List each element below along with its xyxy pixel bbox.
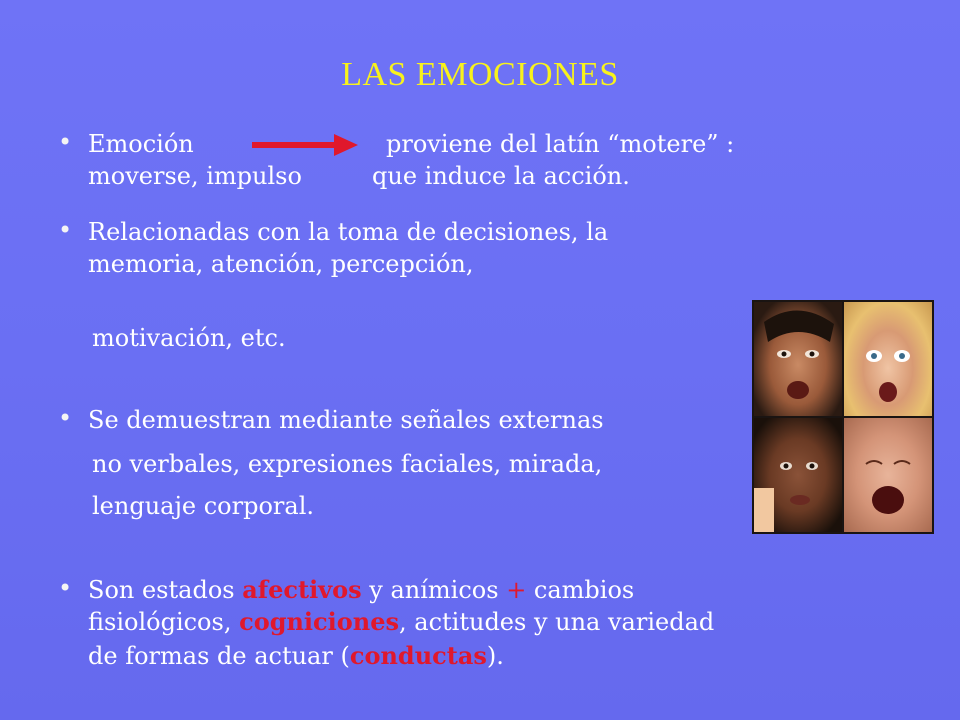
highlight-conductas: conductas — [349, 641, 487, 670]
plus-sign: + — [506, 576, 527, 604]
crying-baby-face — [844, 418, 932, 532]
bullet4-text: fisiológicos, — [88, 608, 240, 636]
red-arrow-icon — [250, 132, 360, 158]
bullet4-text: , actitudes y una variedad — [399, 608, 715, 636]
surprised-woman-face — [844, 302, 932, 416]
bullet4-line2 — [88, 606, 714, 638]
slide-title: LAS EMOCIONES — [341, 56, 619, 93]
emotional-faces-photo — [752, 300, 934, 534]
bullet1-word: Emoción — [88, 130, 194, 158]
bullet4-text: ). — [486, 642, 504, 670]
highlight-afectivos: afectivos — [242, 575, 362, 604]
bullet3-line3: lenguaje corporal. — [92, 492, 314, 520]
bullet4-line1 — [88, 574, 634, 606]
bullet1-rest: proviene del latín “motere” : — [386, 130, 735, 158]
bullet-marker: • — [58, 128, 73, 156]
worried-woman-face — [754, 418, 842, 532]
bullet2-line2: memoria, atención, percepción, — [88, 250, 474, 278]
highlight-cogniciones: cogniciones — [239, 607, 400, 636]
bullet4-text: de formas de actuar ( — [88, 642, 350, 670]
bullet4-text: y anímicos — [361, 576, 507, 604]
bullet2-line3: motivación, etc. — [92, 324, 286, 352]
bullet3-line1: Se demuestran mediante señales externas — [88, 406, 604, 434]
bullet-marker: • — [58, 216, 73, 244]
bullet-marker: • — [58, 404, 73, 432]
bullet2-line1: Relacionadas con la toma de decisiones, la — [88, 218, 609, 246]
bullet-marker: • — [58, 574, 73, 602]
shocked-man-face — [754, 302, 842, 416]
bullet3-line2: no verbales, expresiones faciales, mirada, — [92, 450, 603, 478]
bullet4-line3 — [88, 640, 504, 672]
bullet1-line2b: que induce la acción. — [372, 162, 630, 190]
bullet4-text: Son estados — [88, 576, 243, 604]
bullet1-line2a: moverse, impulso — [88, 162, 302, 190]
bullet4-text: cambios — [526, 576, 635, 604]
